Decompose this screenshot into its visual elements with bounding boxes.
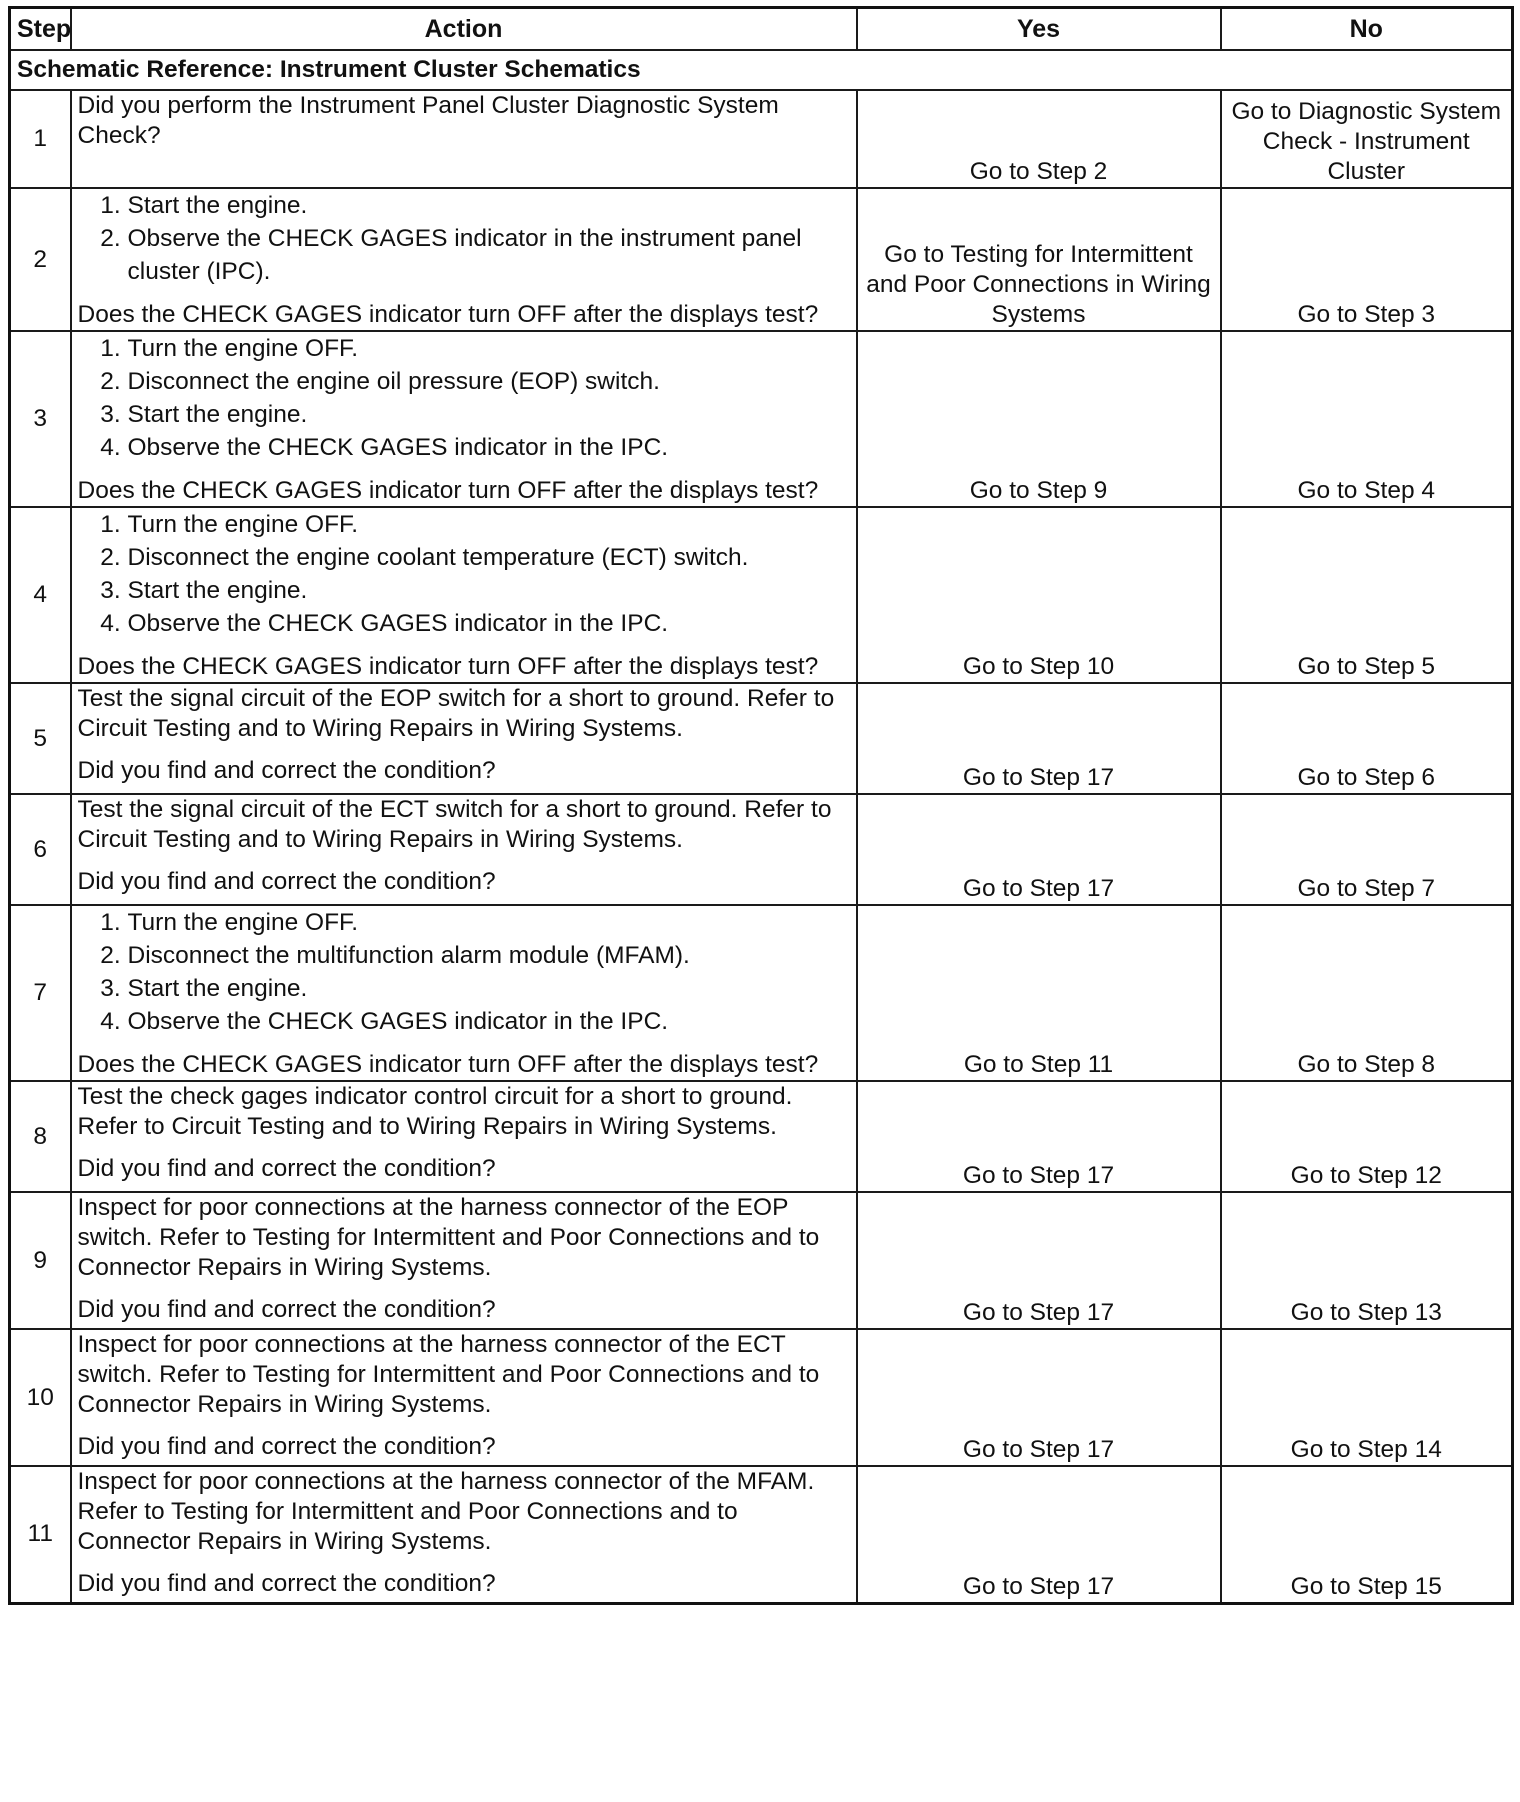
yes-result: Go to Testing for Intermittent and Poor Connections in Wiring Systems bbox=[857, 188, 1221, 331]
table-row bbox=[10, 683, 1513, 794]
list-item: 2. Disconnect the engine oil pressure (EOP) switch. bbox=[128, 365, 850, 398]
list-item: 2. Disconnect the engine coolant temperature (ECT) switch. bbox=[128, 541, 850, 574]
list-item: 1. Turn the engine OFF. bbox=[128, 906, 850, 939]
action-text: Test the check gages indicator control circuit for a short to ground. Refer to Circuit Testing and to Wiring Repairs in Wiring Systems. bbox=[77, 1083, 793, 1140]
yes-result: Go to Step 17 bbox=[857, 794, 1221, 905]
table-row bbox=[10, 1192, 1513, 1329]
table-row bbox=[10, 507, 1513, 683]
no-result: Go to Step 15 bbox=[1221, 1466, 1513, 1603]
action-question: Does the CHECK GAGES indicator turn OFF after the displays test? bbox=[77, 301, 819, 328]
action-cell bbox=[71, 188, 857, 331]
action-steps-list bbox=[78, 906, 850, 1038]
list-item: 4. Observe the CHECK GAGES indicator in the IPC. bbox=[128, 607, 850, 640]
no-result: Go to Step 12 bbox=[1221, 1081, 1513, 1192]
action-question: Did you find and correct the condition? bbox=[77, 1570, 496, 1597]
yes-result: Go to Step 9 bbox=[857, 331, 1221, 507]
diagnostic-table-page bbox=[8, 6, 1514, 1605]
table-row bbox=[10, 1081, 1513, 1192]
step-number: 6 bbox=[10, 794, 71, 905]
action-text: Test the signal circuit of the EOP switch for a short to ground. Refer to Circuit Testing and to Wiring Repairs in Wiring Systems. bbox=[77, 685, 835, 742]
list-item: 3. Start the engine. bbox=[128, 398, 850, 431]
step-number: 5 bbox=[10, 683, 71, 794]
action-question: Does the CHECK GAGES indicator turn OFF after the displays test? bbox=[77, 653, 819, 680]
step-number: 9 bbox=[10, 1192, 71, 1329]
step-number: 2 bbox=[10, 188, 71, 331]
action-question: Did you find and correct the condition? bbox=[77, 1433, 496, 1460]
action-question: Did you find and correct the condition? bbox=[77, 1155, 496, 1182]
list-item: 3. Start the engine. bbox=[128, 574, 850, 607]
list-item: 1. Turn the engine OFF. bbox=[128, 332, 850, 365]
action-question: Did you find and correct the condition? bbox=[77, 757, 496, 784]
yes-result: Go to Step 17 bbox=[857, 1081, 1221, 1192]
action-question: Did you find and correct the condition? bbox=[77, 868, 496, 895]
header-yes: Yes bbox=[857, 8, 1221, 51]
action-question: Does the CHECK GAGES indicator turn OFF after the displays test? bbox=[77, 477, 819, 504]
action-text: Did you perform the Instrument Panel Cluster Diagnostic System Check? bbox=[77, 92, 779, 149]
step-number: 10 bbox=[10, 1329, 71, 1466]
table-row bbox=[10, 794, 1513, 905]
no-result: Go to Step 14 bbox=[1221, 1329, 1513, 1466]
action-question: Does the CHECK GAGES indicator turn OFF after the displays test? bbox=[77, 1051, 819, 1078]
step-number: 8 bbox=[10, 1081, 71, 1192]
step-number: 3 bbox=[10, 331, 71, 507]
table-row bbox=[10, 1329, 1513, 1466]
action-cell bbox=[71, 507, 857, 683]
schematic-reference: Schematic Reference: Instrument Cluster Schematics bbox=[10, 50, 1513, 90]
action-cell bbox=[71, 683, 857, 794]
no-result: Go to Step 3 bbox=[1221, 188, 1513, 331]
no-result: Go to Step 8 bbox=[1221, 905, 1513, 1081]
header-no: No bbox=[1221, 8, 1513, 51]
yes-result: Go to Step 17 bbox=[857, 683, 1221, 794]
action-cell bbox=[71, 1466, 857, 1603]
yes-result: Go to Step 17 bbox=[857, 1466, 1221, 1603]
yes-result: Go to Step 2 bbox=[857, 90, 1221, 188]
action-question: Did you find and correct the condition? bbox=[77, 1296, 496, 1323]
table-row bbox=[10, 90, 1513, 188]
action-cell bbox=[71, 905, 857, 1081]
yes-result: Go to Step 17 bbox=[857, 1192, 1221, 1329]
list-item: 1. Turn the engine OFF. bbox=[128, 508, 850, 541]
table-row bbox=[10, 188, 1513, 331]
yes-result: Go to Step 11 bbox=[857, 905, 1221, 1081]
list-item: 4. Observe the CHECK GAGES indicator in the IPC. bbox=[128, 431, 850, 464]
schematic-reference-row bbox=[10, 50, 1513, 90]
header-action: Action bbox=[71, 8, 857, 51]
action-text: Inspect for poor connections at the harness connector of the ECT switch. Refer to Testing for Intermittent and Poor Connections and to Connector Repairs in Wiring Systems. bbox=[77, 1331, 820, 1418]
no-result: Go to Diagnostic System Check - Instrument Cluster bbox=[1221, 90, 1513, 188]
step-number: 1 bbox=[10, 90, 71, 188]
list-item: 4. Observe the CHECK GAGES indicator in the IPC. bbox=[128, 1005, 850, 1038]
action-cell bbox=[71, 331, 857, 507]
header-row bbox=[10, 8, 1513, 51]
step-number: 7 bbox=[10, 905, 71, 1081]
action-cell bbox=[71, 1192, 857, 1329]
action-steps-list bbox=[78, 508, 850, 640]
action-text: Test the signal circuit of the ECT switch for a short to ground. Refer to Circuit Testing and to Wiring Repairs in Wiring Systems. bbox=[77, 796, 832, 853]
action-cell bbox=[71, 90, 857, 188]
list-item: 1. Start the engine. bbox=[128, 189, 850, 222]
list-item: 2. Observe the CHECK GAGES indicator in the instrument panel cluster (IPC). bbox=[128, 222, 850, 288]
table-row bbox=[10, 1466, 1513, 1603]
no-result: Go to Step 13 bbox=[1221, 1192, 1513, 1329]
action-steps-list bbox=[78, 332, 850, 464]
action-cell bbox=[71, 794, 857, 905]
action-text: Inspect for poor connections at the harness connector of the MFAM. Refer to Testing for Intermittent and Poor Connections and to Connector Repairs in Wiring Systems. bbox=[77, 1468, 815, 1555]
action-cell bbox=[71, 1329, 857, 1466]
list-item: 3. Start the engine. bbox=[128, 972, 850, 1005]
no-result: Go to Step 5 bbox=[1221, 507, 1513, 683]
action-text: Inspect for poor connections at the harness connector of the EOP switch. Refer to Testing for Intermittent and Poor Connections and to Connector Repairs in Wiring Systems. bbox=[77, 1194, 820, 1281]
action-cell bbox=[71, 1081, 857, 1192]
list-item: 2. Disconnect the multifunction alarm module (MFAM). bbox=[128, 939, 850, 972]
table-row bbox=[10, 905, 1513, 1081]
header-step: Step bbox=[10, 8, 71, 51]
table-row bbox=[10, 331, 1513, 507]
diagnostic-table bbox=[8, 6, 1514, 1605]
no-result: Go to Step 7 bbox=[1221, 794, 1513, 905]
yes-result: Go to Step 10 bbox=[857, 507, 1221, 683]
no-result: Go to Step 4 bbox=[1221, 331, 1513, 507]
action-steps-list bbox=[78, 189, 850, 288]
step-number: 4 bbox=[10, 507, 71, 683]
no-result: Go to Step 6 bbox=[1221, 683, 1513, 794]
step-number: 11 bbox=[10, 1466, 71, 1603]
yes-result: Go to Step 17 bbox=[857, 1329, 1221, 1466]
